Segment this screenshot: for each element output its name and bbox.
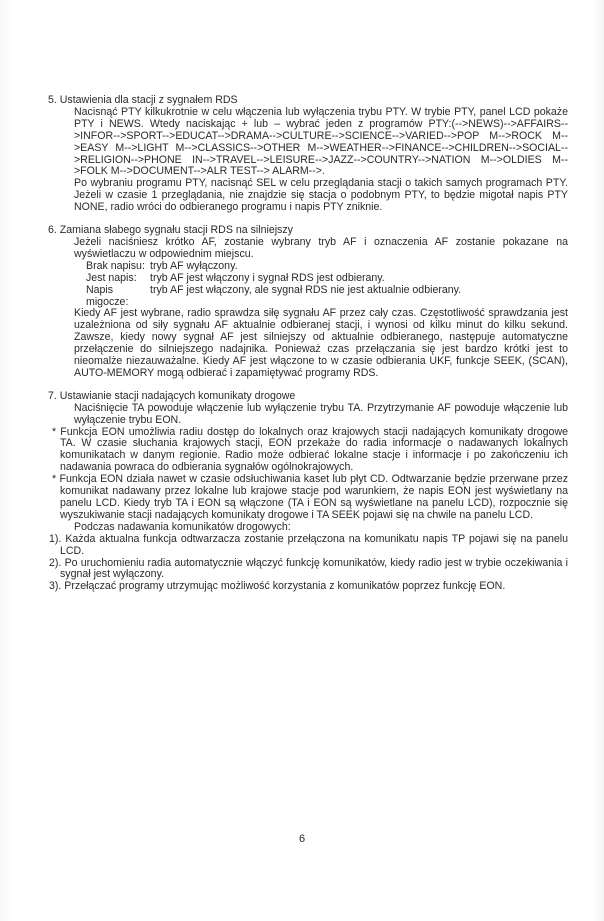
- af-status-row: [48, 285, 568, 309]
- page-content: [48, 95, 568, 604]
- page-number: 6: [298, 833, 306, 845]
- af-status-key: Brak napisu:: [86, 259, 145, 272]
- paragraph: Po wybraniu programu PTY, nacisnąć SEL w celu przeglądania stacji o takich samych programach PTY. Jeżeli w czasie 1 przeglądania, nie znajdzie się stacja o podobnym PTY, to będzie migotał napis PTY NONE, radio wróci do odbieranego programu i napis PTY zniknie.: [74, 177, 568, 214]
- section-heading: 5. Ustawienia dla stacji z sygnałem RDS: [48, 94, 238, 106]
- bullet-item: * Funkcja EON działa nawet w czasie odsłuchiwania kaset lub płyt CD. Odtwarzanie będzie przerwane przez komunikat nadawany przez lokalne lub krajowe stacje pod warunkiem, że napis EON jest wyświetlany na panelu LCD. Kiedy tryb TA i EON są włączone (TA i EON są wyświetlane na panelu LCD), rozpocznie się wyszukiwanie stacji nadających komunikaty drogowe i TA SEEK pojawi się na chwile na panelu LCD.: [52, 473, 568, 521]
- af-status-value: tryb AF wyłączony.: [150, 259, 238, 272]
- numbered-item: 1). Każda aktualna funkcja odtwarzacza zostanie przełączona na komunikatu napis TP pojawi się na panelu LCD.: [49, 532, 568, 557]
- paragraph: Naciśnięcie TA powoduje włączenie lub wyłączenie trybu TA. Przytrzymanie AF powoduje włączenie lub wyłączenie trybu EON.: [74, 401, 568, 426]
- bullet-item: * Funkcja EON umożliwia radiu dostęp do lokalnych oraz krajowych stacji nadających komunikaty drogowe TA. W czasie słuchania krajowych stacji, EON przekaże do radia informacje o nadawanych lokalnych komunikatach w danym regionie. Radio może odbierać lokalne stacje i informacje i po zakończeniu ich nadawania powraca do odbierania sygnałów ogólnokrajowych.: [52, 425, 568, 474]
- paragraph: Jeżeli naciśniesz krótko AF, zostanie wybrany tryb AF i oznaczenia AF zostanie pokazane na wyświetlaczu w odpowiednim miejscu.: [74, 235, 568, 260]
- paragraph: Podczas nadawania komunikatów drogowych:: [74, 520, 291, 533]
- af-status-key: Jest napis:: [86, 271, 137, 284]
- numbered-item: 2). Po uruchomieniu radia automatycznie włączyć funkcję komunikatów, kiedy radio jest w trybie oczekiwania i sygnał jest wyłączony.: [49, 556, 568, 581]
- section-rds-settings: [48, 95, 568, 214]
- af-status-value: tryb AF jest włączony i sygnał RDS jest odbierany.: [150, 271, 385, 284]
- section-heading: 7. Ustawianie stacji nadających komunikaty drogowe: [48, 389, 296, 402]
- af-status-key: Napis migocze:: [86, 283, 129, 308]
- af-status-row: [48, 261, 568, 273]
- af-status-value: tryb AF jest włączony, ale sygnał RDS nie jest aktualnie odbierany.: [150, 283, 462, 296]
- paragraph: Kiedy AF jest wybrane, radio sprawdza siłę sygnału AF przez cały czas. Częstotliwość sprawdzania jest uzależniona od siły sygnału AF aktualnie odbieranej stacji, i wynosi od kilku minut do kilku sekund. Zawsze, kiedy nowy sygnał AF jest silniejszy od aktualnie odbieranego, następuje automatyczne przełączenie do silniejszego nadajnika. Ponieważ czas przełączania się jest bardzo krótki jest to nieomalże niezauważalne. Kiedy AF jest włączone to w czasie odbierania UKF, funkcje SEEK, (SCAN), AUTO-MEMORY mogą odbierać i zapamiętywać programy RDS.: [74, 307, 568, 379]
- numbered-item: 3). Przełączać programy utrzymując możliwość korzystania z komunikatów poprzez funkcję EON.: [49, 580, 506, 593]
- section-traffic-announcements: [48, 391, 568, 593]
- section-af-switching: [48, 225, 568, 380]
- paragraph: Nacisnąć PTY kilkukrotnie w celu włączenia lub wyłączenia trybu PTY. W trybie PTY, panel LCD pokaże PTY i NEWS. Wtedy naciskając + lub – wybrać jeden z programów PTY:(-->NEWS)-->AFFAIRS-->INFOR-->SPORT-->EDUCAT-->DRAMA-->CULTURE-->SCIENCE-->VARIED-->POP M-->ROCK M-->EASY M-->LIGHT M-->CLASSICS-->OTHER M-->WEATHER-->FINANCE-->CHILDREN-->SOCIAL-->RELIGION-->PHONE IN-->TRAVEL-->LEISURE-->JAZZ-->COUNTRY-->NATION M-->OLDIES M-->FOLK M-->DOCUMENT-->ALR TEST--> ALARM-->.: [74, 105, 568, 178]
- section-heading: 6. Zamiana słabego sygnału stacji RDS na silniejszy: [48, 224, 293, 237]
- af-status-row: [48, 273, 568, 285]
